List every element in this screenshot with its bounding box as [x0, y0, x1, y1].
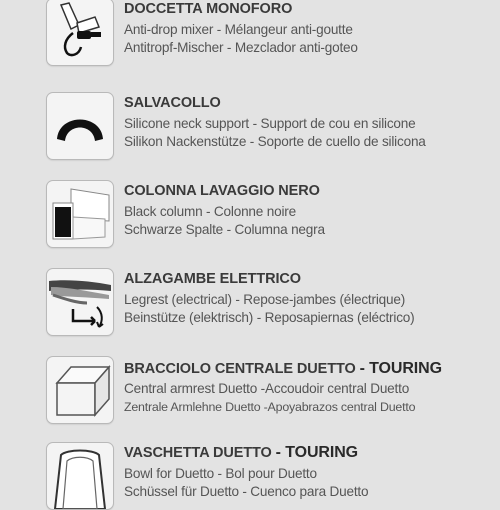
item-title: SALVACOLLO — [124, 95, 221, 111]
icon-frame — [46, 92, 114, 160]
item-description-1: Bowl for Duetto - Bol pour Duetto — [124, 466, 317, 481]
icon-frame — [46, 180, 114, 248]
item-title: DOCCETTA MONOFORO — [124, 1, 293, 17]
icon-frame — [46, 356, 114, 424]
neck-support-icon — [47, 93, 113, 159]
item-description-2: Beinstütze (elektrisch) - Reposapiernas (eléctrico) — [124, 310, 415, 325]
icon-frame — [46, 268, 114, 336]
item-description-1: Black column - Colonne noire — [124, 204, 296, 219]
item-description-1: Legrest (electrical) - Repose-jambes (électrique) — [124, 292, 406, 307]
electric-legrest-icon — [47, 269, 113, 335]
item-title: ALZAGAMBE ELETTRICO — [124, 271, 301, 287]
icon-frame — [46, 0, 114, 66]
item-title: BRACCIOLO CENTRALE DUETTO - TOURING — [124, 360, 442, 377]
bowl-icon — [47, 443, 113, 509]
black-column-icon — [47, 181, 113, 247]
item-description-2: Antitropf-Mischer - Mezclador anti-goteo — [124, 40, 358, 55]
item-description-1: Anti-drop mixer - Mélangeur anti-goutte — [124, 22, 353, 37]
item-title: COLONNA LAVAGGIO NERO — [124, 183, 320, 199]
item-description-2: Schüssel für Duetto - Cuenco para Duetto — [124, 484, 369, 499]
item-description-1: Silicone neck support - Support de cou en silicone — [124, 116, 416, 131]
item-description-2: Silikon Nackenstütze - Soporte de cuello de silicona — [124, 134, 426, 149]
armrest-icon — [47, 357, 113, 423]
item-description-2: Zentrale Armlehne Duetto -Apoyabrazos central Duetto — [124, 400, 416, 414]
item-title: VASCHETTA DUETTO - TOURING — [124, 444, 358, 461]
item-description-1: Central armrest Duetto -Accoudoir central Duetto — [124, 381, 410, 396]
hand-shower-icon — [47, 0, 113, 65]
item-description-2: Schwarze Spalte - Columna negra — [124, 222, 325, 237]
